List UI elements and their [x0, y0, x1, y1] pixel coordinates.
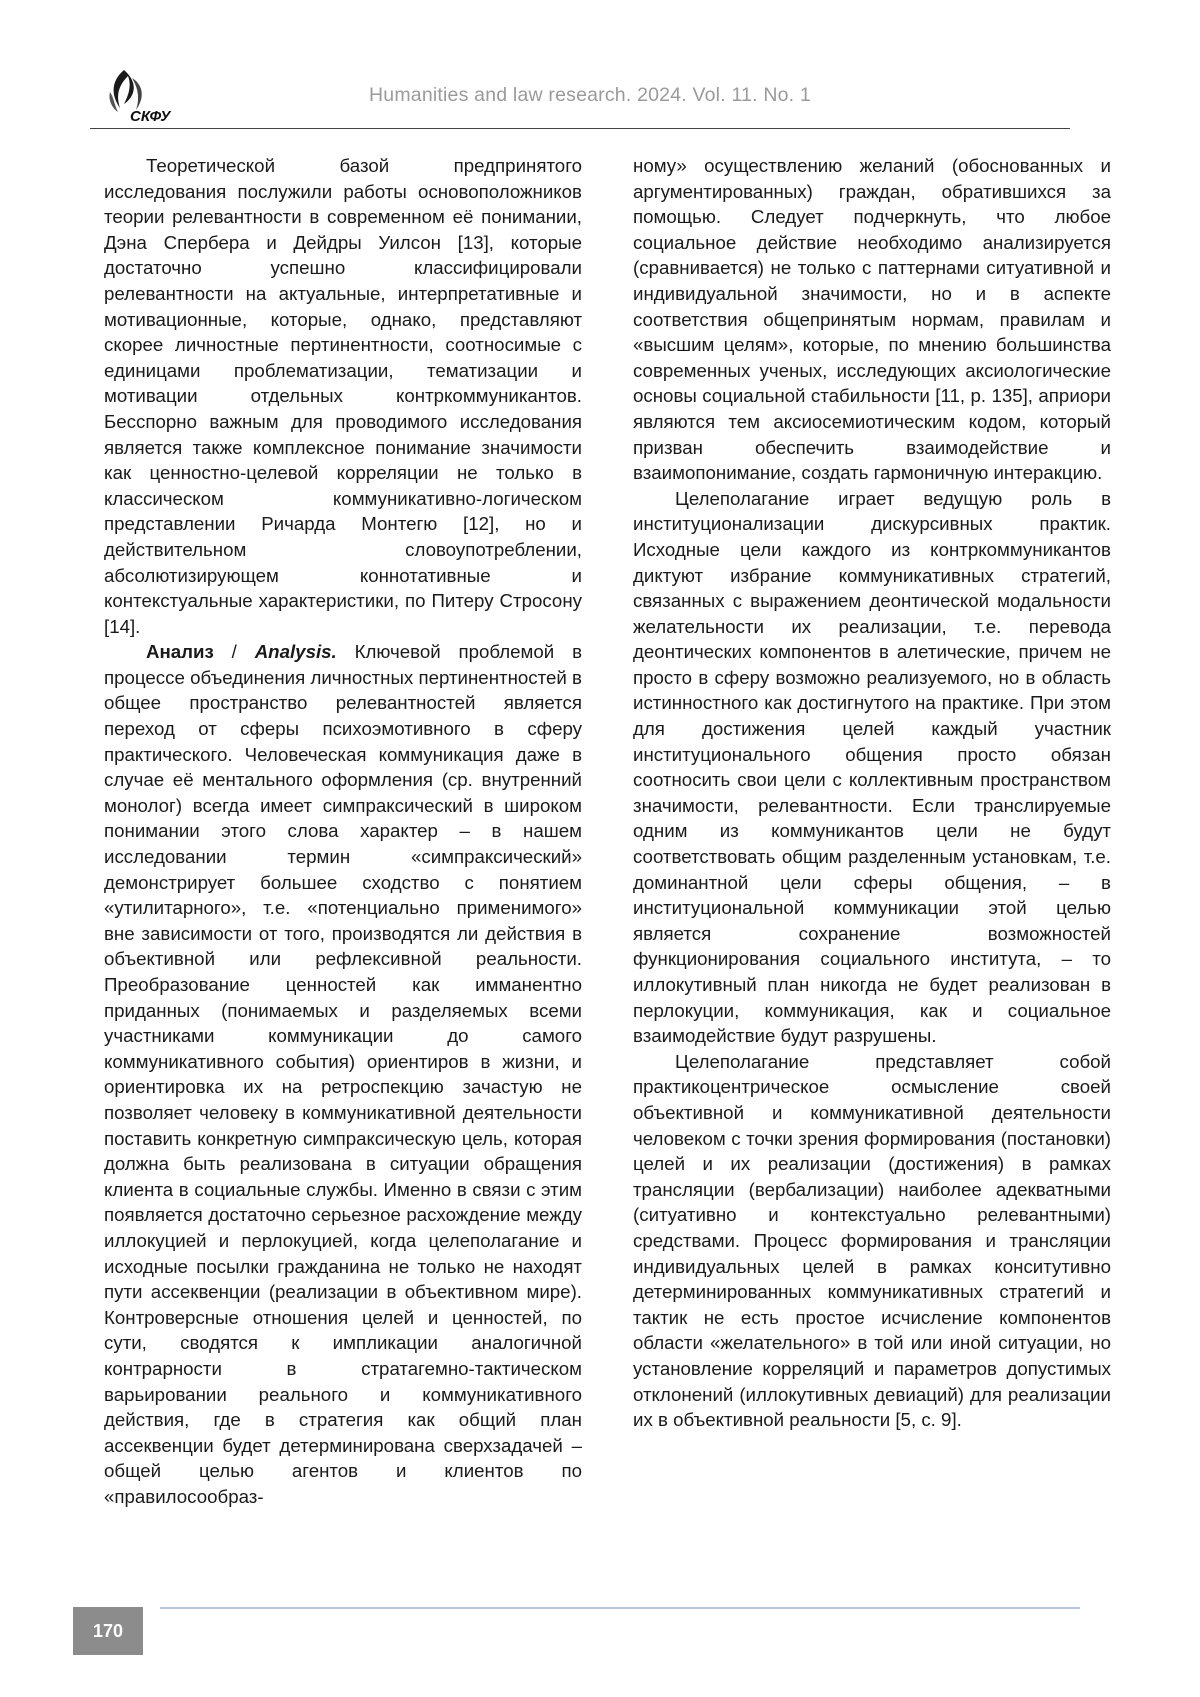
section-heading-en: Analysis. [254, 641, 337, 663]
footer-divider [160, 1607, 1080, 1609]
header-divider [90, 128, 1070, 129]
page-number: 170 [73, 1607, 143, 1655]
left-column [104, 153, 582, 1509]
page-header [92, 58, 1082, 130]
section-heading-ru: Анализ [146, 641, 214, 663]
journal-title: Humanities and law research. 2024. Vol. 11. No. 1 [369, 84, 811, 106]
right-column [633, 153, 1111, 1433]
paragraph: Целеполагание играет ведущую роль в институционализации дискурсивных практик. Исходные цели каждого из контркоммуникантов диктуют избрание коммуникативных стратегий, связанных с выражением деонтической модальности желательности их реализации, т.е. перевода деонтических компонентов в алетические, причем не просто в сферу возможно реализуемого, но в область истинностного как достигнутого на практике. При этом для достижения целей каждый участник институционального общения просто обязан соотносить свои цели с коллективным пространством значимости, релевантности. Если транслируемые одним из коммуникантов цели не будут соответствовать общим разделенным установкам, т.е. доминантной цели сферы общения, – в институциональной коммуникации этой целью является сохранение возможностей функционирования социального института, – то иллокутивный план никогда не будет реализован в перлокуции, коммуникация, как и социальное взаимодействие будут разрушены. [633, 487, 1111, 1047]
paragraph-text: Ключевой проблемой в процессе объединения личностных пертинентностей в общее пространство релевантностей является переход от сферы психоэмотивного в сферу практического. Человеческая коммуникация даже в случае её ментального оформления (ср. внутренний монолог) всегда имеет симпраксический в широком понимании этого слова характер – в нашем исследовании термин «симпраксический» демонстрирует большее сходство с понятием «утилитарного», т.е. «потенциально применимого» вне зависимости от того, производятся ли действия в объективной или рефлексивной реальности. Преобразование ценностей как имманентно приданных (понимаемых и разделяемых всеми участниками коммуникации до самого коммуникативного события) ориентиров в жизни, и ориентировка их на ретроспекцию зачастую не позволяет человеку в коммуникативной деятельности поставить конкретную симпраксическую цель, которая должна быть реализована в ситуации обращения клиента в социальные службы. Именно в связи с этим появляется достаточно серьезное расхождение между иллокуцией и перлокуцией, когда целеполагание и исходные посылки гражданина не только не находят пути ассеквенции (реализации в объективном мире). Контроверсные отношения целей и ценностей, по сути, сводятся к импликации аналогичной контрарности в стратагемно-тактическом варьировании реального и коммуникативного действия, где в стратегия как общий план ассеквенции будет детерминирована сверхзадачей – общей целью агентов и клиентов по «правилосообраз- [104, 641, 582, 1507]
analysis-paragraph [104, 639, 582, 1509]
heading-separator: / [213, 641, 255, 663]
university-logo [102, 68, 188, 128]
paragraph: Целеполагание представляет собой практикоцентрическое осмысление своей объективной и коммуникативной деятельности человеком с точки зрения формирования (постановки) целей и их реализации (достижения) в рамках трансляции (вербализации) наиболее адекватными (ситуативно и контекстуально релевантными) средствами. Процесс формирования и трансляции индивидуальных целей в рамках конситутивно детерминированных коммуникативных стратегий и тактик не есть простое исчисление компонентов области «желательного» в той или иной ситуации, но установление корреляций и параметров допустимых отклонений (иллокутивных девиаций) для реализации их в объективной реальности [5, с. 9]. [633, 1050, 1111, 1431]
logo-text: СКФУ [130, 108, 171, 125]
paragraph: ному» осуществлению желаний (обоснованных и аргументированных) граждан, обратившихся за помощью. Следует подчеркнуть, что любое социальное действие необходимо анализируется (сравнивается) не только с паттернами ситуативной и индивидуальной значимости, но и в аспекте соответствия общепринятым нормам, правилам и «высшим целям», которые, по мнению большинства современных ученых, исследующих аксиологические основы социальной стабильности [11, p. 135], априори являются тем аксиосемиотическим кодом, который призван обеспечить взаимодействие и взаимопонимание, создать гармоничную интеракцию. [633, 155, 1111, 484]
paragraph: Теоретической базой предпринятого исследования послужили работы основоположников теории релевантности в современном её понимании, Дэна Спербера и Дейдры Уилсон [13], которые достаточно успешно классифицировали релевантности на актуальные, интерпретативные и мотивационные, которые, однако, представляют скорее личностные пертинентности, соотносимые с единицами проблематизации, тематизации и мотивации отдельных контркоммуникантов. Бесспорно важным для проводимого исследования является также комплексное понимание значимости как ценностно-целевой корреляции не только в классическом коммуникативно-логическом представлении Ричарда Монтегю [12], но и действительном словоупотреблении, абсолютизирующем коннотативные и контекстуальные характеристики, по Питеру Стросону [14]. [104, 155, 582, 637]
